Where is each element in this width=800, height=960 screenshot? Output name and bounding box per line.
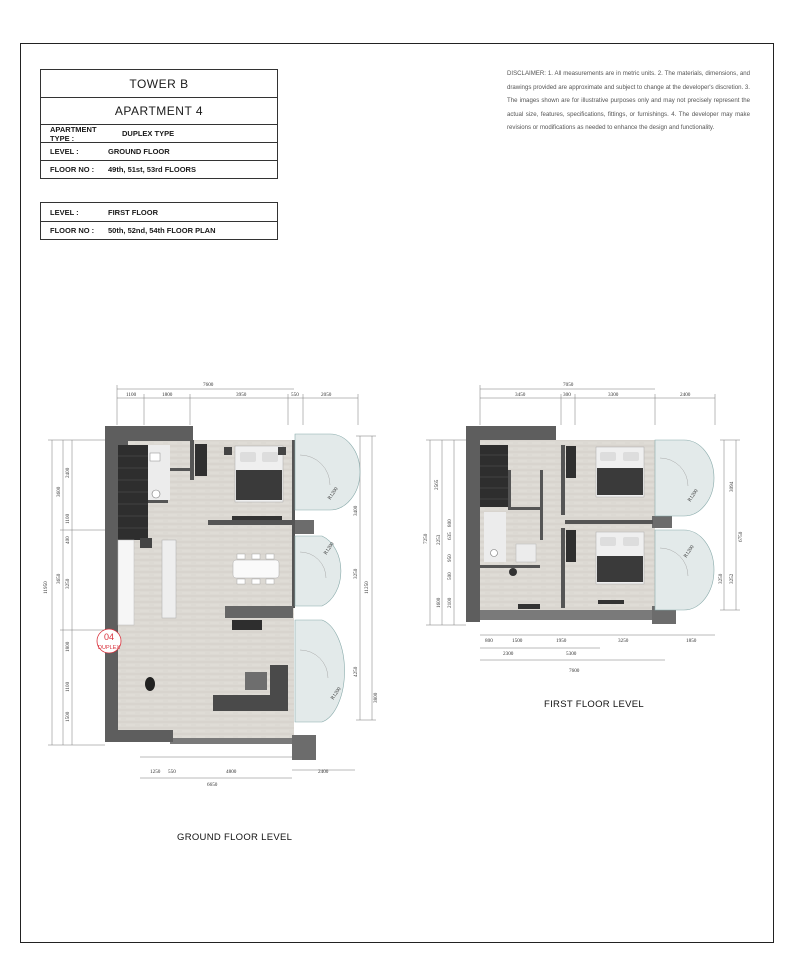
dim-label: 3094 bbox=[729, 481, 735, 492]
disclaimer-text: DISCLAIMER: 1. All measurements are in metric units. 2. The materials, dimensions, and drawings provided are approximate and subject to change at the developer's discretion. 3. The images shown are for illustrative purposes only and may not precisely represent the actual size, features, specifications, fittings, or furnishings. 4. The developer may make revisions or modifications as needed to enhance the design and functionality. bbox=[507, 70, 750, 131]
first-floor-plan bbox=[423, 382, 744, 674]
balconies bbox=[295, 434, 360, 722]
dim-label: 1800 bbox=[162, 392, 173, 398]
north-wall bbox=[105, 426, 193, 441]
info-value: GROUND FLOOR bbox=[108, 147, 170, 156]
south-wall bbox=[105, 730, 173, 742]
dining-table bbox=[233, 560, 279, 578]
radius-label: R1200 bbox=[682, 544, 696, 560]
south-window-wall bbox=[170, 738, 294, 744]
unit-tag-text: DUPLEX bbox=[98, 645, 121, 651]
dim-label: 2400 bbox=[318, 769, 329, 775]
dim-label: 6750 bbox=[738, 531, 744, 542]
north-wall bbox=[466, 426, 556, 440]
dim-label: 1250 bbox=[150, 769, 161, 775]
dim-label: 3650 bbox=[56, 573, 62, 584]
dim-label: 550 bbox=[168, 769, 176, 775]
wardrobe bbox=[566, 530, 576, 562]
dim-label: 1950 bbox=[556, 638, 567, 644]
basin-icon bbox=[150, 453, 160, 461]
radius-label: R1200 bbox=[686, 488, 700, 504]
bed-blanket bbox=[597, 556, 643, 582]
dim-label: 6650 bbox=[207, 782, 218, 788]
interior-wall bbox=[540, 470, 543, 540]
info-key: LEVEL : bbox=[50, 147, 79, 156]
wardrobe bbox=[195, 444, 207, 476]
dim-label: 2565 bbox=[434, 479, 440, 490]
pillow bbox=[600, 452, 616, 461]
dim-label: 4800 bbox=[226, 769, 237, 775]
radius-label: R1200 bbox=[329, 686, 343, 702]
dim-label: 2300 bbox=[503, 651, 514, 657]
info-key: LEVEL : bbox=[50, 207, 79, 217]
dim-label: 300 bbox=[563, 392, 571, 398]
balcony-column bbox=[292, 735, 316, 760]
bedroom-wall bbox=[565, 520, 653, 524]
dim-label: 1100 bbox=[126, 392, 137, 398]
info-key: APARTMENT TYPE : bbox=[50, 124, 97, 143]
ground-floor-label: GROUND FLOOR LEVEL bbox=[177, 832, 293, 843]
pillow bbox=[262, 452, 278, 462]
living-cabinet bbox=[232, 620, 262, 630]
toilet-icon bbox=[152, 490, 160, 498]
bed-blanket bbox=[597, 468, 643, 495]
dim-label: 3400 bbox=[353, 505, 359, 516]
dim-label: 2100 bbox=[447, 597, 453, 608]
dim-label: 800 bbox=[485, 638, 493, 644]
dim-label: 1600 bbox=[436, 597, 442, 608]
desk bbox=[518, 604, 540, 609]
dim-label: 5300 bbox=[566, 651, 577, 657]
dim-label: 7250 bbox=[423, 533, 429, 544]
armchair bbox=[145, 677, 155, 691]
info-value: 50th, 52nd, 54th FLOOR PLAN bbox=[108, 226, 216, 235]
pillow bbox=[600, 537, 616, 546]
staircase bbox=[480, 445, 508, 507]
dim-label: 1100 bbox=[65, 513, 71, 524]
dim-label: 2400 bbox=[680, 392, 691, 398]
interior-wall bbox=[508, 507, 543, 510]
dim-label: 400 bbox=[65, 536, 71, 544]
partition-wall bbox=[225, 606, 293, 618]
dim-label: 1500 bbox=[65, 711, 71, 722]
dim-label: 7600 bbox=[203, 382, 214, 388]
balcony-column bbox=[292, 520, 314, 534]
dim-label: 3250 bbox=[618, 638, 629, 644]
sofa-chaise bbox=[270, 665, 288, 705]
stove-icon bbox=[140, 538, 152, 548]
wardrobe bbox=[566, 446, 576, 478]
dim-label: 11950 bbox=[43, 581, 49, 594]
dim-label: 950 bbox=[447, 554, 453, 562]
info-key: FLOOR NO : bbox=[50, 165, 95, 174]
dim-label: 3250 bbox=[353, 568, 359, 579]
dim-label: 550 bbox=[291, 392, 299, 398]
nightstand bbox=[278, 447, 286, 455]
dim-label: 2400 bbox=[65, 467, 71, 478]
bath-wall bbox=[190, 440, 194, 480]
bedroom-wall bbox=[561, 528, 565, 608]
staircase bbox=[118, 445, 148, 540]
dim-label: 3250 bbox=[718, 573, 724, 584]
info-value: 49th, 51st, 53rd FLOORS bbox=[108, 165, 196, 174]
dim-label: 11250 bbox=[364, 581, 370, 594]
toilet-icon bbox=[509, 568, 517, 576]
dim-label: 635 bbox=[447, 532, 453, 540]
dim-label: 3252 bbox=[729, 573, 735, 584]
info-value: DUPLEX TYPE bbox=[122, 129, 175, 138]
south-window-wall bbox=[480, 610, 655, 620]
dim-label: 2050 bbox=[321, 392, 332, 398]
dim-label: 3800 bbox=[373, 692, 379, 703]
bathroom-floor bbox=[516, 544, 536, 562]
tv-unit bbox=[232, 516, 282, 520]
bedroom-wall bbox=[208, 520, 292, 525]
coffee-table bbox=[245, 672, 267, 690]
unit-tag-number: 04 bbox=[104, 632, 115, 642]
dim-label: 1100 bbox=[65, 681, 71, 692]
dim-label: 3950 bbox=[236, 392, 247, 398]
dim-label: 3600 bbox=[56, 486, 62, 497]
pillow bbox=[240, 452, 256, 462]
east-wall bbox=[292, 440, 295, 608]
dim-label: 500 bbox=[447, 572, 453, 580]
west-wall bbox=[105, 426, 118, 741]
dim-label: 7600 bbox=[569, 668, 580, 674]
info-key: FLOOR NO : bbox=[50, 226, 95, 235]
dim-label: 2253 bbox=[436, 534, 442, 545]
dim-label: 800 bbox=[447, 519, 453, 527]
pillow bbox=[623, 537, 639, 546]
nightstand bbox=[224, 447, 232, 455]
dim-label: 1850 bbox=[686, 638, 697, 644]
balcony-column bbox=[652, 516, 672, 528]
pillow bbox=[623, 452, 639, 461]
tower-title: TOWER B bbox=[129, 76, 189, 91]
dim-label: 4250 bbox=[353, 666, 359, 677]
bed-blanket bbox=[236, 470, 282, 500]
radius-label: R1200 bbox=[326, 486, 340, 502]
dim-label: 1500 bbox=[512, 638, 523, 644]
west-wall bbox=[466, 426, 480, 622]
dim-label: 1800 bbox=[65, 641, 71, 652]
bedroom-wall bbox=[561, 445, 565, 515]
kitchen-island bbox=[162, 540, 176, 618]
kitchen-counter bbox=[118, 540, 134, 625]
dim-label: 3450 bbox=[515, 392, 526, 398]
tv-unit bbox=[598, 600, 624, 604]
interior-wall bbox=[508, 470, 511, 510]
toilet-icon bbox=[491, 550, 498, 557]
first-floor-label: FIRST FLOOR LEVEL bbox=[544, 699, 644, 710]
apartment-title: APARTMENT 4 bbox=[41, 97, 277, 124]
ground-floor-plan bbox=[43, 382, 379, 788]
interior-wall bbox=[480, 565, 540, 568]
dim-label: 3250 bbox=[65, 578, 71, 589]
dim-label: 7050 bbox=[563, 382, 574, 388]
info-value: FIRST FLOOR bbox=[108, 207, 158, 217]
dim-label: 3300 bbox=[608, 392, 619, 398]
radius-label: R1200 bbox=[322, 541, 336, 557]
